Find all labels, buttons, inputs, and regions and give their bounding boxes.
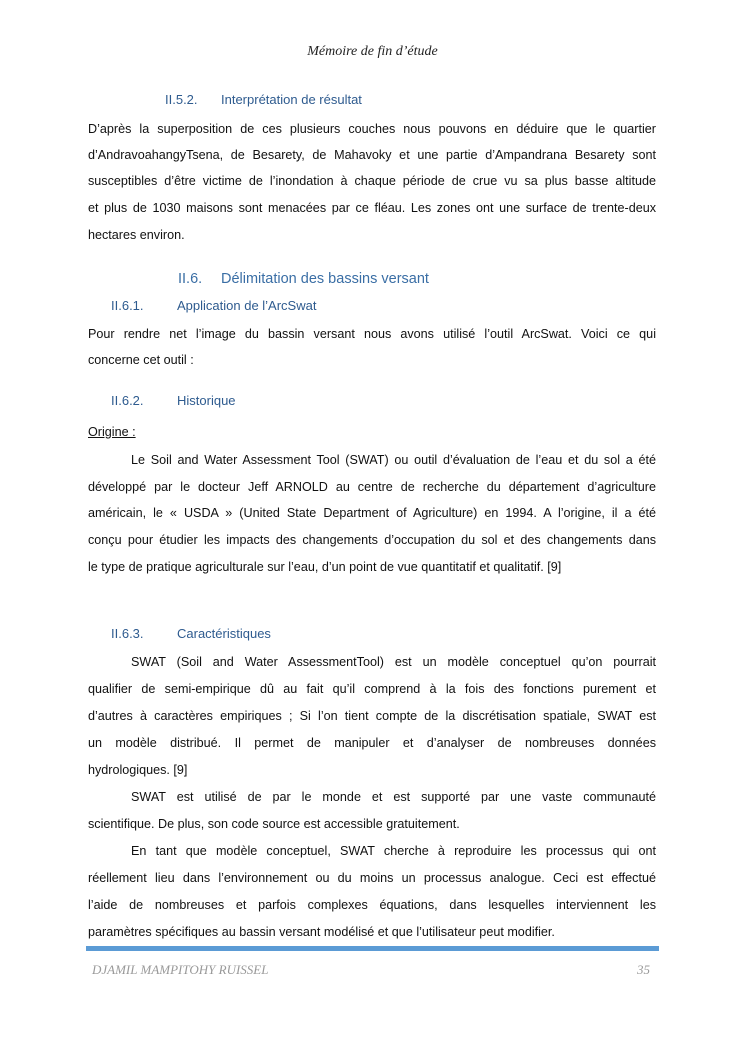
origine-label: Origine : <box>88 425 136 439</box>
text-line: d’AndravoahangyTsena, de Besarety, de Mahavoky et une partie d’Ampandrana Besarety sont <box>88 148 656 162</box>
heading-title: Historique <box>177 393 236 408</box>
page-number: 35 <box>637 962 650 977</box>
text-line: conçu pour étudier les impacts des changements d’occupation du sol et des changements dans <box>88 533 656 547</box>
text-line: réellement lieu dans l’environnement ou du moins un processus analogue. Ceci est effectué <box>88 871 656 885</box>
text-line: SWAT (Soil and Water AssessmentTool) est un modèle conceptuel qu’on pourrait <box>131 655 656 669</box>
heading-title: Délimitation des bassins versant <box>221 271 429 287</box>
heading-number: II.6. <box>178 271 203 287</box>
heading-title: Caractéristiques <box>177 626 271 641</box>
text-line: un modèle distribué. Il permet de manipuler et d’analyser de nombreuses données <box>88 736 656 750</box>
text-line: paramètres spécifiques au bassin versant modélisé et que l’utilisateur peut modifier. <box>88 925 555 939</box>
heading-title: Interprétation de résultat <box>221 92 362 107</box>
text-line: d’autres à caractères empiriques ; Si l’on tient compte de la discrétisation spatiale, SWAT est <box>88 709 656 723</box>
text-line: qualifier de semi-empirique dû au fait qu’il comprend à la fois des fonctions purement et <box>88 682 656 696</box>
text-line: Pour rendre net l’image du bassin versant nous avons utilisé l’outil ArcSwat. Voici ce qui <box>88 327 656 341</box>
text-line: D’après la superposition de ces plusieurs couches nous pouvons en déduire que le quartier <box>88 122 656 136</box>
footer-rule <box>86 946 659 951</box>
text-line: et plus de 1030 maisons sont menacées par ce fléau. Les zones ont une surface de trente-deux <box>88 201 656 215</box>
text-line: le type de pratique agriculturale sur l’eau, d’un point de vue quantitatif et qualitatif. [9] <box>88 560 562 574</box>
heading-number: II.6.3. <box>111 626 144 641</box>
heading-number: II.6.2. <box>111 393 144 408</box>
running-header: Mémoire de fin d’étude <box>307 44 438 59</box>
text-line: En tant que modèle conceptuel, SWAT cherche à reproduire les processus qui ont <box>131 844 656 858</box>
heading-number: II.6.1. <box>111 298 144 313</box>
text-line: scientifique. De plus, son code source est accessible gratuitement. <box>88 817 460 831</box>
heading-title: Application de l’ArcSwat <box>177 298 317 313</box>
text-line: concerne cet outil : <box>88 353 194 367</box>
text-line: américain, le « USDA » (United State Department of Agriculture) en 1994. A l’origine, il a été <box>88 506 656 520</box>
text-line: hydrologiques. [9] <box>88 763 188 777</box>
text-line: l’aide de nombreuses et parfois complexes équations, dans lesquelles interviennent les <box>88 898 656 912</box>
footer-author: DJAMIL MAMPITOHY RUISSEL <box>92 962 269 977</box>
text-line: hectares environ. <box>88 228 185 242</box>
text-line: développé par le docteur Jeff ARNOLD au centre de recherche du département d’agriculture <box>88 480 656 494</box>
heading-number: II.5.2. <box>165 92 198 107</box>
text-line: SWAT est utilisé de par le monde et est supporté par une vaste communauté <box>131 790 656 804</box>
text-line: susceptibles d’être victime de l’inondation à chaque période de crue vu sa plus basse altitude <box>88 174 656 188</box>
text-line: Le Soil and Water Assessment Tool (SWAT) ou outil d’évaluation de l’eau et du sol a été <box>131 453 656 467</box>
